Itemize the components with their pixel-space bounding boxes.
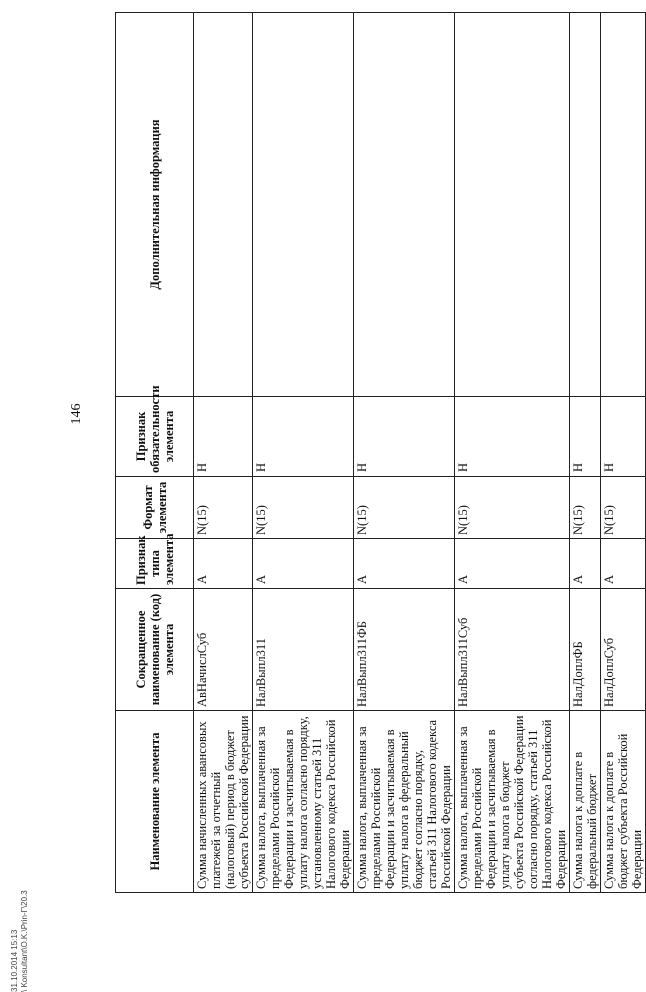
cell-format: N(15) <box>455 477 570 539</box>
cell-format: N(15) <box>194 477 253 539</box>
cell-name: Сумма начисленных авансовых платежей за отчетный (налоговый) период в бюджет субъекта Российской Федерации <box>194 711 253 893</box>
cell-code: АвНачислСуб <box>194 589 253 711</box>
cell-info <box>253 13 354 397</box>
cell-code: НалДоплФБ <box>570 589 601 711</box>
cell-format: N(15) <box>354 477 455 539</box>
cell-required: Н <box>354 397 455 477</box>
cell-info <box>455 13 570 397</box>
stamp-line-2: \ Konsultant\O.K.\Prin-Г\20.3 <box>20 890 29 992</box>
cell-type: А <box>570 539 601 589</box>
cell-format: N(15) <box>601 477 646 539</box>
cell-info <box>601 13 646 397</box>
table-row <box>354 13 455 893</box>
cell-name: Сумма налога, выплаченная за пределами Российской Федерации и засчитываемая в уплату налога в бюджет субъекта Российской Федерации согласно порядку, статьей 311 Налогового кодекса Российской Федерации <box>455 711 570 893</box>
cell-type: А <box>455 539 570 589</box>
rotated-table-container <box>115 13 644 893</box>
table-row <box>601 13 646 893</box>
cell-type: А <box>194 539 253 589</box>
cell-info <box>194 13 253 397</box>
header-info: Дополнительная информация <box>116 13 194 397</box>
stamp-line-1: 31.10.2014 15:13 <box>10 929 19 992</box>
page-number: 146 <box>69 403 84 425</box>
cell-info <box>570 13 601 397</box>
header-format: Формат элемента <box>116 477 194 539</box>
cell-required: Н <box>570 397 601 477</box>
cell-name: Сумма налога к доплате в бюджет субъекта Российской Федерации <box>601 711 646 893</box>
table-row <box>253 13 354 893</box>
cell-name: Сумма налога, выплаченная за пределами Российской Федерации и засчитываемая в уплату налога согласно порядку, установленному статьей 311 Налогового кодекса Российской Федерации <box>253 711 354 893</box>
table-row <box>455 13 570 893</box>
header-required: Признак обязательности элемента <box>116 397 194 477</box>
cell-required: Н <box>253 397 354 477</box>
cell-info <box>354 13 455 397</box>
cell-required: Н <box>601 397 646 477</box>
cell-code: НалВыпл311ФБ <box>354 589 455 711</box>
cell-name: Сумма налога, выплаченная за пределами Российской Федерации и засчитываемая в уплату налога в федеральный бюджет согласно порядку, статьей 311 Налогового кодекса Российской Федерации <box>354 711 455 893</box>
header-name: Наименование элемента <box>116 711 194 893</box>
cell-code: НалВыпл311Суб <box>455 589 570 711</box>
table-row <box>194 13 253 893</box>
cell-code: НалВыпл311 <box>253 589 354 711</box>
cell-required: Н <box>455 397 570 477</box>
cell-code: НалДоплСуб <box>601 589 646 711</box>
cell-required: Н <box>194 397 253 477</box>
cell-type: А <box>253 539 354 589</box>
cell-type: А <box>601 539 646 589</box>
elements-table <box>115 12 646 893</box>
table-row <box>570 13 601 893</box>
cell-format: N(15) <box>253 477 354 539</box>
header-code: Сокращенное наименование (код) элемента <box>116 589 194 711</box>
cell-type: А <box>354 539 455 589</box>
cell-format: N(15) <box>570 477 601 539</box>
print-stamp <box>10 672 30 992</box>
header-type: Признак типа элемента <box>116 539 194 589</box>
cell-name: Сумма налога к доплате в федеральный бюджет <box>570 711 601 893</box>
